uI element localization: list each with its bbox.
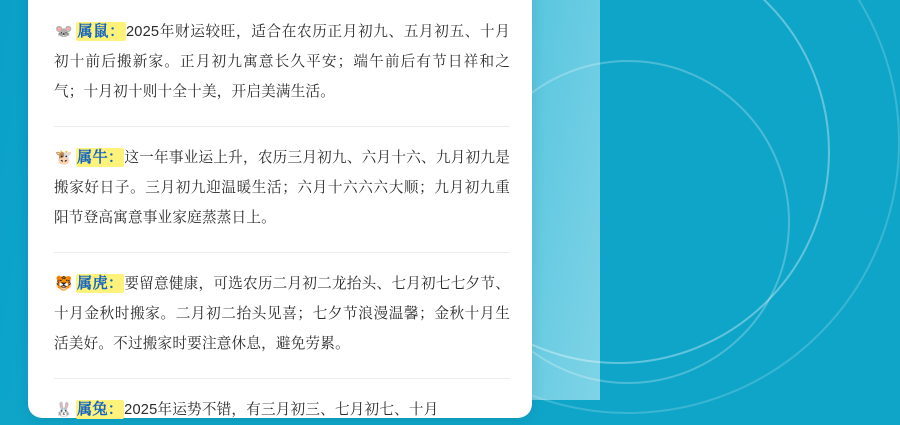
zodiac-section-rabbit bbox=[54, 395, 510, 425]
zodiac-paragraph bbox=[54, 269, 510, 359]
zodiac-text-tiger: 要留意健康，可选农历二月初二龙抬头、七月初七七夕节、十月金秋时搬家。二月初二抬头见喜；七夕节浪漫温馨；金秋十月生活美好。不过搬家时要注意休息，避免劳累。 bbox=[54, 275, 510, 352]
article-card bbox=[28, 0, 532, 418]
zodiac-label-ox: 属牛： bbox=[77, 148, 124, 166]
zodiac-paragraph bbox=[54, 143, 510, 233]
zodiac-label-tiger: 属虎： bbox=[77, 274, 124, 292]
zodiac-section-ox bbox=[54, 143, 510, 233]
zodiac-section-tiger bbox=[54, 269, 510, 359]
ox-emoji: 🐮 bbox=[55, 148, 73, 165]
zodiac-paragraph bbox=[54, 17, 510, 107]
zodiac-label-rat: 属鼠： bbox=[77, 22, 125, 40]
article-content bbox=[28, 0, 532, 425]
zodiac-section-rat bbox=[54, 17, 510, 107]
rabbit-emoji: 🐰 bbox=[55, 400, 73, 417]
zodiac-label-rabbit: 属兔： bbox=[77, 400, 124, 418]
zodiac-text-rabbit: 2025年运势不错，有三月初三、七月初七、十月 bbox=[124, 401, 439, 418]
zodiac-paragraph bbox=[54, 395, 510, 425]
section-divider bbox=[54, 378, 510, 379]
tiger-emoji: 🐯 bbox=[55, 274, 73, 291]
zodiac-text-ox: 这一年事业运上升，农历三月初九、六月十六、九月初九是搬家好日子。三月初九迎温暖生活；六月十六六六大顺；九月初九重阳节登高寓意事业家庭蒸蒸日上。 bbox=[54, 149, 510, 226]
section-divider bbox=[54, 126, 510, 127]
zodiac-text-rat: 2025年财运较旺，适合在农历正月初九、五月初五、十月初十前后搬新家。正月初九寓意长久平安；端午前后有节日祥和之气；十月初十则十全十美，开启美满生活。 bbox=[54, 23, 510, 100]
section-divider bbox=[54, 252, 510, 253]
rat-emoji: 🐭 bbox=[55, 22, 73, 39]
